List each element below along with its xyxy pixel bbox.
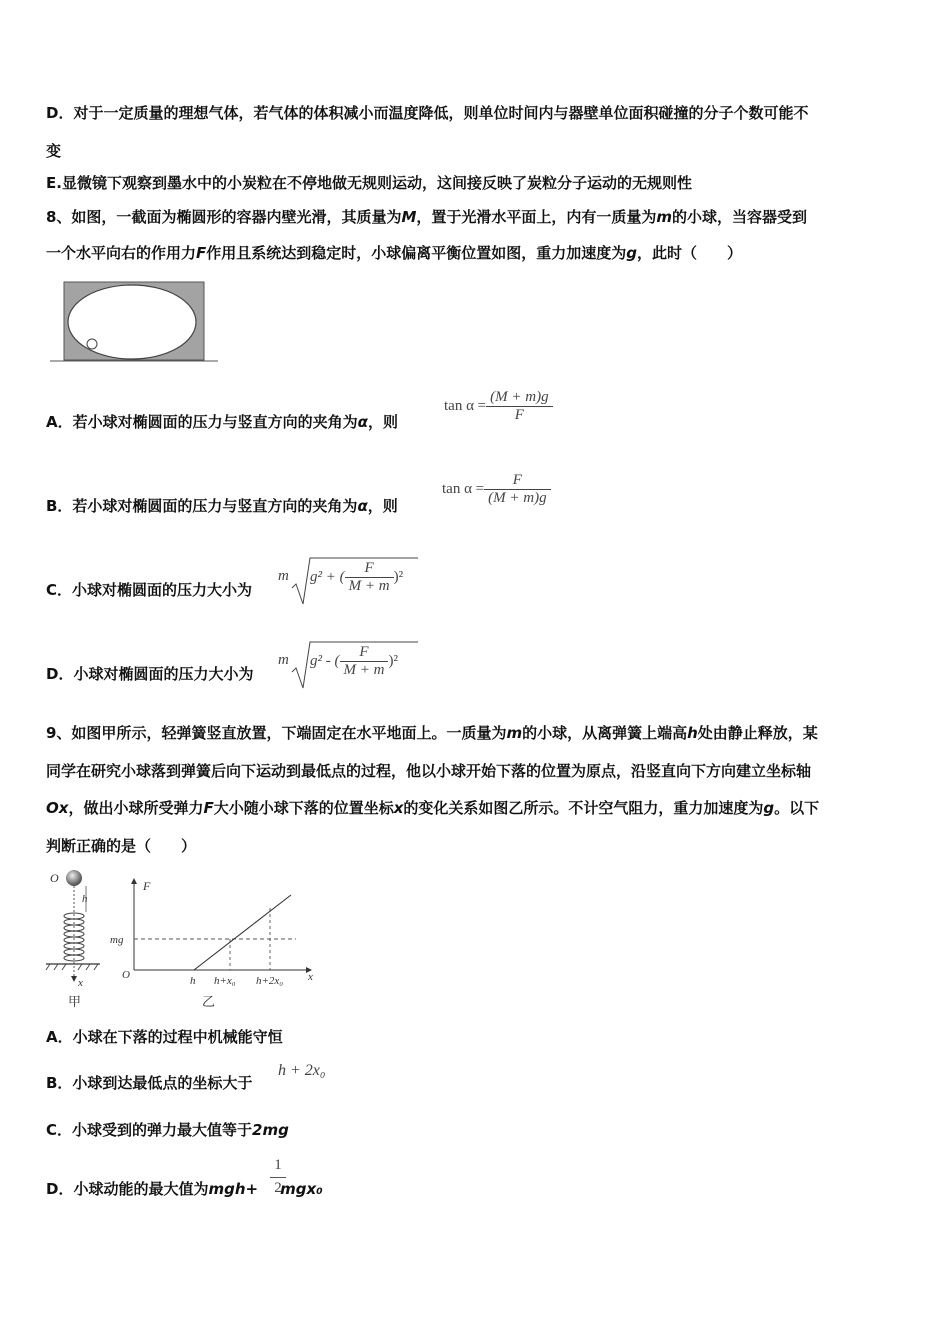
- q9-spring-figure: [40, 866, 110, 1012]
- q8-a-text: A．若小球对椭圆面的压力与竖直方向的夹角为: [46, 413, 358, 431]
- q9-text: 的变化关系如图乙所示。不计空气阻力，重力加速度为: [403, 799, 764, 817]
- radicand-g2: g² + (: [310, 569, 345, 585]
- q8-option-d: D．小球对椭圆面的压力大小为: [46, 665, 254, 683]
- tick-h-x0: h+x₀: [214, 975, 236, 987]
- option-d-line1: D．对于一定质量的理想气体，若气体的体积减小而温度降低，则单位时间内与器壁单位面积碰撞的分子个数可能不: [46, 104, 809, 122]
- tick-h: h: [190, 975, 196, 987]
- q8-text: 一个水平向右的作用力: [46, 244, 197, 262]
- q9-var-h: h: [687, 724, 698, 742]
- q9-option-c: [46, 1120, 289, 1140]
- denominator: M + m: [343, 662, 385, 678]
- q9-stem-line1: [46, 723, 818, 743]
- q8-b-text: B．若小球对椭圆面的压力与竖直方向的夹角为: [46, 497, 358, 515]
- q9-c-expr: 2mg: [252, 1121, 289, 1139]
- q9-var-ox: Ox: [46, 799, 69, 817]
- denominator: (M + m)g: [488, 490, 547, 506]
- q9-b-expr: h + 2x₀: [278, 1062, 326, 1079]
- q9-var-x: x: [393, 799, 404, 817]
- q9-stem-line4: 判断正确的是（ ）: [46, 837, 197, 855]
- origin-label: O: [50, 871, 59, 885]
- mg-label: mg: [110, 934, 124, 946]
- ball: [66, 870, 82, 886]
- q8-text: 8、如图，一截面为椭圆形的容器内壁光滑，其质量为: [46, 208, 402, 226]
- denominator: M + m: [348, 578, 390, 594]
- ellipse-cavity: [68, 285, 196, 359]
- formula-lhs: tan α =: [444, 398, 487, 414]
- q9-text: 。以下: [774, 799, 820, 817]
- q8-text: ，置于光滑水平面上，内有一质量为: [416, 208, 657, 226]
- q8-text: 的小球，当容器受到: [672, 208, 808, 226]
- h-label: h: [82, 893, 88, 905]
- denominator: F: [514, 407, 524, 423]
- numerator: F: [345, 560, 394, 578]
- numerator: 1: [274, 1157, 282, 1173]
- origin-label: O: [122, 969, 130, 981]
- caption-yi: 乙: [202, 994, 216, 1009]
- q9-var-g: g: [763, 799, 775, 817]
- formula-m: m: [278, 568, 289, 584]
- radicand-close: )²: [388, 653, 398, 669]
- q9-option-b: B．小球到达最低点的坐标大于: [46, 1074, 253, 1092]
- q8-stem-line1: [46, 207, 807, 227]
- q9-stem-line2: 同学在研究小球落到弹簧后向下运动到最低点的过程，他以小球开始下落的位置为原点，沿竖直向下方向建立坐标轴: [46, 762, 812, 780]
- formula-m: m: [278, 652, 289, 668]
- q8-a-formula: [444, 389, 553, 424]
- q8-option-a: [46, 412, 398, 432]
- denominator: 2: [270, 1177, 286, 1198]
- q9-d-text: D．小球动能的最大值为: [46, 1180, 209, 1198]
- q9-text: 处由静止释放，某: [697, 724, 818, 742]
- fraction: [484, 472, 550, 507]
- fraction: [486, 389, 552, 424]
- q8-b-alpha: α: [357, 497, 368, 515]
- q9-stem-line3: [46, 798, 819, 818]
- y-axis-arrow: [131, 878, 137, 884]
- q8-text: ，此时（ ）: [637, 244, 743, 262]
- q9-c-text: C．小球受到的弹力最大值等于: [46, 1121, 253, 1139]
- q8-var-g: g: [626, 244, 638, 262]
- q8-option-b: [46, 496, 398, 516]
- q9-option-a: A．小球在下落的过程中机械能守恒: [46, 1028, 283, 1046]
- y-axis-label: F: [143, 879, 151, 893]
- force-line: [194, 895, 291, 970]
- radicand-close: )²: [393, 569, 404, 585]
- q9-var-F: F: [203, 799, 214, 817]
- q8-a-alpha: α: [357, 413, 368, 431]
- q8-var-F: F: [196, 244, 207, 262]
- x-arrow: [71, 976, 77, 982]
- x-axis-label: x: [308, 971, 313, 983]
- ball: [87, 339, 97, 349]
- q9-text: 大小随小球下落的位置坐标: [213, 799, 394, 817]
- q8-b-then: ，则: [367, 497, 398, 515]
- q8-text: 作用且系统达到稳定时，小球偏离平衡位置如图，重力加速度为: [206, 244, 627, 262]
- q9-text: 的小球，从离弹簧上端高: [522, 724, 688, 742]
- ground-hatch: [46, 964, 98, 970]
- radicand: [310, 560, 403, 595]
- numerator: (M + m)g: [486, 389, 552, 407]
- radicand-g2: g² - (: [310, 653, 340, 669]
- q8-a-then: ，则: [367, 413, 398, 431]
- q8-b-formula: [442, 472, 551, 507]
- q8-var-M: M: [401, 208, 417, 226]
- fraction: [340, 644, 389, 679]
- fraction: [345, 560, 394, 595]
- option-e: E.显微镜下观察到墨水中的小炭粒在不停地做无规则运动，这间接反映了炭粒分子运动的无规则性: [46, 174, 692, 192]
- q9-d-half-fraction: [270, 1155, 286, 1198]
- q9-var-m: m: [506, 724, 523, 742]
- q9-text: ，做出小球所受弹力: [68, 799, 204, 817]
- q8-option-c: C．小球对椭圆面的压力大小为: [46, 581, 253, 599]
- q9-text: 9、如图甲所示，轻弹簧竖直放置，下端固定在水平地面上。一质量为: [46, 724, 507, 742]
- spring-coil: [64, 913, 84, 961]
- q9-force-graph: [110, 872, 320, 1012]
- q8-ellipse-container-figure: [48, 280, 223, 366]
- formula-lhs: tan α =: [442, 481, 485, 497]
- q9-d-expr-b: mgx₀: [280, 1180, 323, 1198]
- caption-jia: 甲: [68, 994, 82, 1009]
- x-label: x: [78, 977, 83, 989]
- q8-var-m: m: [656, 208, 673, 226]
- tick-h-2x0: h+2x₀: [256, 975, 284, 987]
- radicand: [310, 644, 398, 679]
- numerator: F: [484, 472, 550, 490]
- option-d-line2: 变: [46, 142, 62, 160]
- q8-stem-line2: [46, 243, 742, 263]
- q9-d-expr-a: mgh+: [208, 1180, 259, 1198]
- numerator: F: [340, 644, 389, 662]
